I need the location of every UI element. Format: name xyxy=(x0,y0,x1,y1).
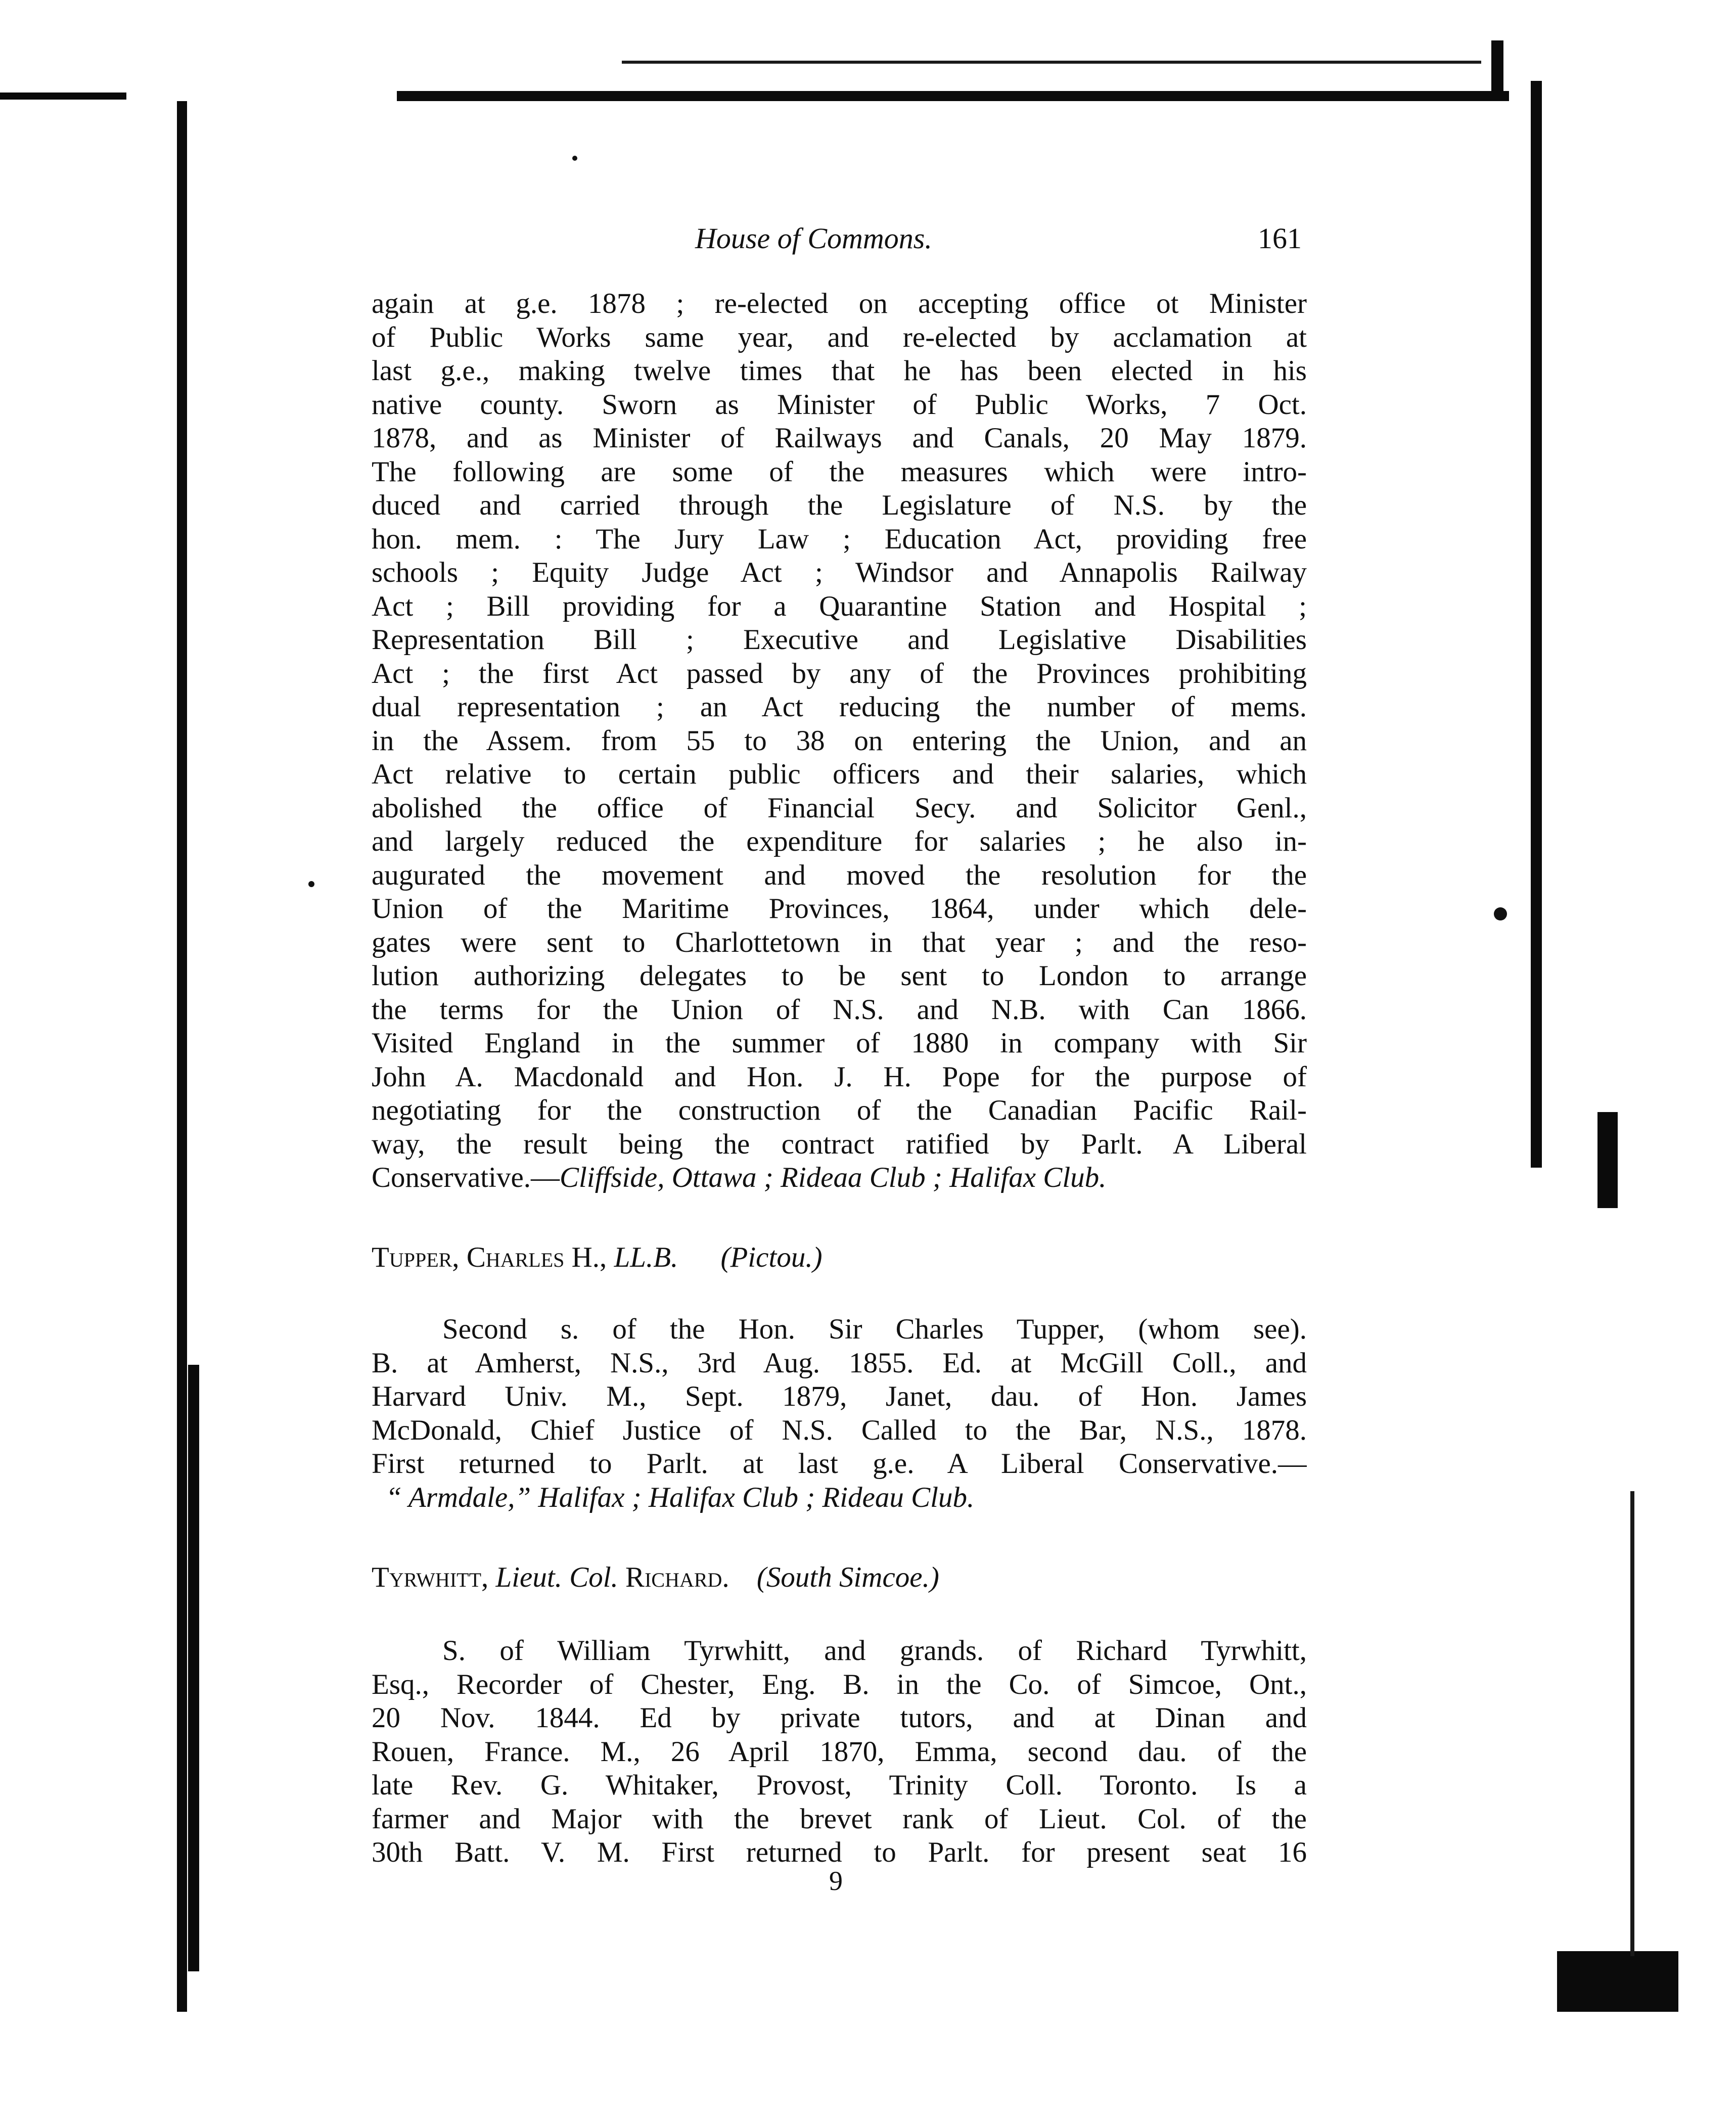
text-line: Act ; Bill providing for a Quarantine Station and Hospital ; xyxy=(372,590,1307,622)
text-line: The following are some of the measures which were intro- xyxy=(372,455,1307,488)
forename: Richard. xyxy=(625,1561,729,1593)
text-line: Esq., Recorder of Chester, Eng. B. in the Co. of Simcoe, Ont., xyxy=(372,1668,1307,1700)
constituency: (Pictou.) xyxy=(720,1241,823,1273)
entry-heading-tupper xyxy=(372,1241,823,1274)
text-line: negotiating for the construction of the Canadian Pacific Rail- xyxy=(372,1094,1307,1126)
text-line: dual representation ; an Act reducing the number of mems. xyxy=(372,691,1307,723)
text-line: augurated the movement and moved the resolution for the xyxy=(372,859,1307,891)
right-lower-scan-block xyxy=(1557,1951,1678,2012)
closing-roman-text: Conservative.— xyxy=(372,1162,560,1193)
entry-tyrwhitt-body xyxy=(372,1634,1307,1870)
text-line: late Rev. G. Whitaker, Provost, Trinity Coll. Toronto. Is a xyxy=(372,1769,1307,1801)
surname: Tupper, xyxy=(372,1241,460,1273)
text-line: B. at Amherst, N.S., 3rd Aug. 1855. Ed. at McGill Coll., and xyxy=(372,1347,1307,1379)
text-line: way, the result being the contract ratified by Parlt. A Liberal xyxy=(372,1128,1307,1160)
text-line: abolished the office of Financial Secy. and Solicitor Genl., xyxy=(372,792,1307,824)
text-line: 30th Batt. V. M. First returned to Parlt. for present seat 16 xyxy=(372,1836,1307,1868)
right-lower-scan-rule xyxy=(1630,1491,1634,1956)
right-binding-edge-thick xyxy=(1597,1112,1618,1208)
text-line: 20 Nov. 1844. Ed by private tutors, and at Dinan and xyxy=(372,1702,1307,1734)
text-line: and largely reduced the expenditure for salaries ; he also in- xyxy=(372,825,1307,857)
text-line: farmer and Major with the brevet rank of Lieut. Col. of the xyxy=(372,1803,1307,1835)
text-line: Act relative to certain public officers and their salaries, which xyxy=(372,758,1307,790)
text-line: Representation Bill ; Executive and Legislative Disabilities xyxy=(372,624,1307,656)
text-line: hon. mem. : The Jury Law ; Education Act, providing free xyxy=(372,523,1307,555)
top-left-scan-rule xyxy=(0,93,126,100)
text-line: lution authorizing delegates to be sent to London to arrange xyxy=(372,960,1307,992)
entry-closing-line xyxy=(372,1161,1307,1195)
text-line: McDonald, Chief Justice of N.S. Called to the Bar, N.S., 1878. xyxy=(372,1414,1307,1446)
top-thin-scan-rule xyxy=(622,61,1481,64)
text-line: again at g.e. 1878 ; re-elected on accepting office ot Minister xyxy=(372,288,1307,319)
text-line: S. of William Tyrwhitt, and grands. of Richard Tyrwhitt, xyxy=(442,1635,1307,1667)
running-head xyxy=(372,221,1302,262)
text-line: of Public Works same year, and re-elected by acclamation at xyxy=(372,321,1307,353)
text-line: Rouen, France. M., 26 April 1870, Emma, second dau. of the xyxy=(372,1735,1307,1768)
text-line: John A. Macdonald and Hon. J. H. Pope for the purpose of xyxy=(372,1060,1307,1093)
scan-speck xyxy=(572,156,577,161)
text-line: the terms for the Union of N.S. and N.B. with Can 1866. xyxy=(372,993,1307,1026)
closing-address-italic: Cliffside, Ottawa ; Rideaa Club ; Halifax Club. xyxy=(560,1162,1107,1193)
text-line: in the Assem. from 55 to 38 on entering the Union, and an xyxy=(372,724,1307,757)
entry-tupper-body xyxy=(372,1313,1307,1514)
running-head-title: House of Commons. xyxy=(695,222,932,255)
right-binding-edge xyxy=(1531,81,1542,1168)
entry-continued-body xyxy=(372,287,1307,1195)
address-line: “ Armdale,” Halifax ; Halifax Club ; Rideau Club. xyxy=(386,1481,975,1513)
text-line: Visited England in the summer of 1880 in company with Sir xyxy=(372,1027,1307,1059)
surname: Tyrwhitt, xyxy=(372,1561,489,1593)
text-line: duced and carried through the Legislature of N.S. by the xyxy=(372,489,1307,521)
top-right-corner-mark xyxy=(1491,40,1503,101)
scan-speck xyxy=(1494,907,1507,920)
page-number: 161 xyxy=(1258,222,1302,255)
text-line: Act ; the first Act passed by any of the Provinces prohibiting xyxy=(372,657,1307,689)
text-line: schools ; Equity Judge Act ; Windsor and Annapolis Railway xyxy=(372,557,1307,588)
text-line: gates were sent to Charlottetown in that year ; and the reso- xyxy=(372,926,1307,958)
rank: Lieut. Col. xyxy=(495,1561,618,1593)
text-line: Union of the Maritime Provinces, 1864, under which dele- xyxy=(372,893,1307,925)
left-binding-edge xyxy=(177,101,187,2012)
left-binding-edge-lower xyxy=(188,1365,199,1971)
entry-heading-tyrwhitt xyxy=(372,1561,939,1594)
degree: LL.B. xyxy=(614,1241,678,1273)
signature-mark: 9 xyxy=(829,1866,843,1896)
top-scan-rule xyxy=(397,91,1509,101)
text-line: native county. Sworn as Minister of Public Works, 7 Oct. xyxy=(372,388,1307,421)
scan-speck xyxy=(308,881,314,887)
constituency: (South Simcoe.) xyxy=(756,1561,939,1593)
forename: Charles H., xyxy=(466,1241,607,1273)
text-line: First returned to Parlt. at last g.e. A Liberal Conservative.— xyxy=(372,1448,1307,1480)
text-line: 1878, and as Minister of Railways and Canals, 20 May 1879. xyxy=(372,422,1307,454)
text-line: Second s. of the Hon. Sir Charles Tupper, (whom see). xyxy=(442,1313,1307,1345)
text-line: last g.e., making twelve times that he has been elected in his xyxy=(372,355,1307,387)
text-line: Harvard Univ. M., Sept. 1879, Janet, dau. of Hon. James xyxy=(372,1380,1307,1412)
